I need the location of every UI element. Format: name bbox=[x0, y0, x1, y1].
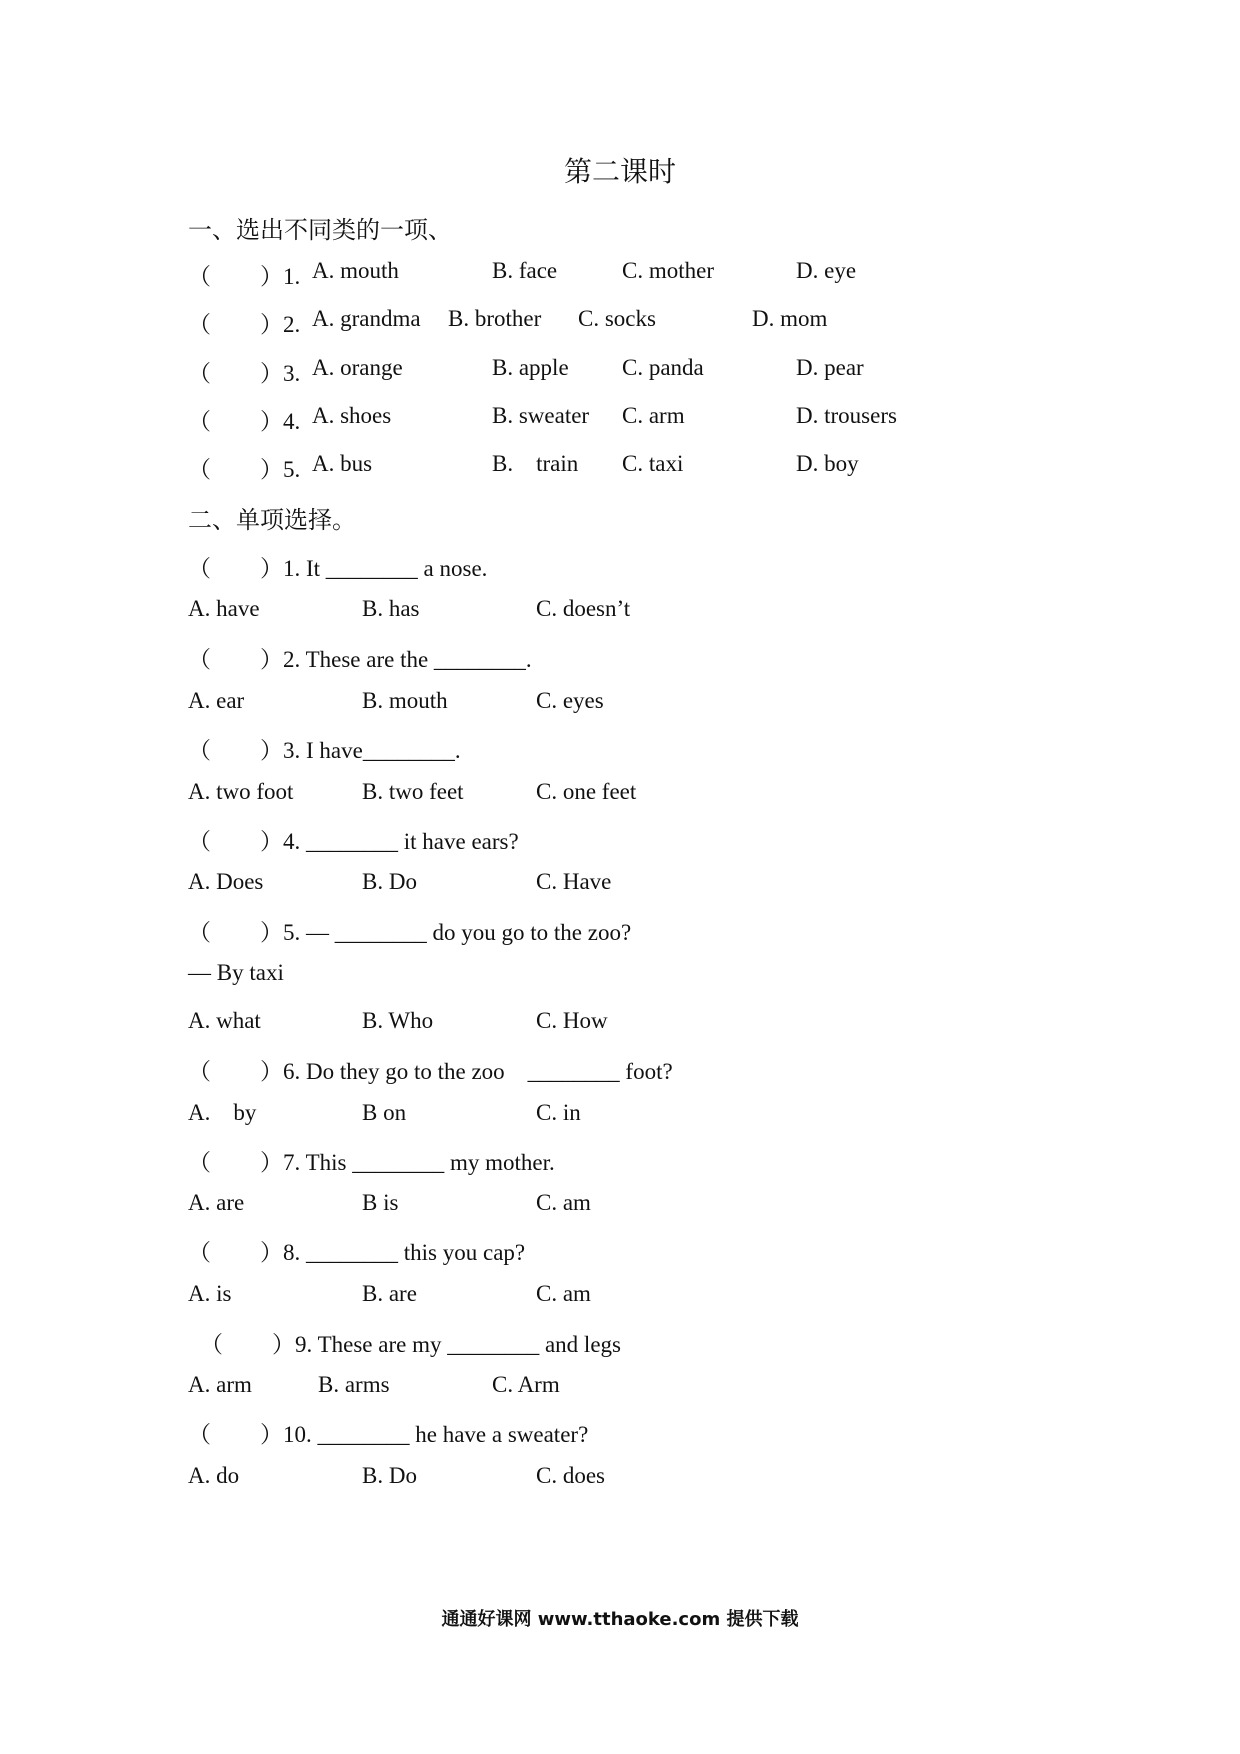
option-a: A. mouth bbox=[312, 258, 399, 283]
option-b: B on bbox=[362, 1100, 407, 1125]
answer-paren: （ bbox=[188, 647, 211, 672]
option-b: B. arms bbox=[318, 1372, 390, 1397]
answer-paren: （ bbox=[188, 264, 211, 289]
option-b: B. are bbox=[362, 1281, 417, 1306]
option-b: B. Do bbox=[362, 869, 417, 894]
option-b: B. sweater bbox=[492, 403, 590, 428]
question-text: ）9. These are my ________ and legs bbox=[272, 1332, 621, 1357]
option-d: D. boy bbox=[796, 451, 859, 476]
option-b: B. two feet bbox=[362, 779, 464, 804]
dialogue-reply: — By taxi bbox=[188, 960, 284, 985]
option-c: C. arm bbox=[622, 403, 685, 428]
question-text: ）3. I have________. bbox=[260, 738, 461, 763]
question-text: ）8. ________ this you cap? bbox=[260, 1240, 526, 1265]
option-b: B. brother bbox=[448, 306, 542, 331]
option-d: D. eye bbox=[796, 258, 857, 283]
option-d: D. trousers bbox=[796, 403, 897, 428]
answer-paren: （ bbox=[188, 409, 211, 434]
option-b: B. train bbox=[492, 451, 579, 476]
page-footer: 通通好课网 www.tthaoke.com 提供下载 bbox=[441, 1609, 799, 1630]
option-a: A. grandma bbox=[312, 306, 421, 331]
option-b: B. face bbox=[492, 258, 558, 283]
question-text: ）5. — ________ do you go to the zoo? bbox=[260, 920, 632, 945]
option-c: C. How bbox=[536, 1008, 608, 1033]
option-c: C. taxi bbox=[622, 451, 684, 476]
option-a: A. bus bbox=[312, 451, 373, 476]
option-b: B. Who bbox=[362, 1008, 434, 1033]
option-b: B. mouth bbox=[362, 688, 448, 713]
option-a: A. is bbox=[188, 1281, 232, 1306]
option-c: C. eyes bbox=[536, 688, 604, 713]
answer-paren: （ bbox=[188, 1059, 211, 1084]
option-b: B. has bbox=[362, 596, 420, 621]
question-text: ）4. ________ it have ears? bbox=[260, 829, 519, 854]
option-c: C. mother bbox=[622, 258, 714, 283]
option-a: A. Does bbox=[188, 869, 264, 894]
question-text: ）7. This ________ my mother. bbox=[260, 1150, 555, 1175]
question-text: ）10. ________ he have a sweater? bbox=[260, 1422, 589, 1447]
option-c: C. Arm bbox=[492, 1372, 560, 1397]
answer-paren: （ bbox=[188, 556, 211, 581]
option-a: A. orange bbox=[312, 355, 403, 380]
option-a: A. what bbox=[188, 1008, 261, 1033]
option-d: D. pear bbox=[796, 355, 864, 380]
option-d: D. mom bbox=[752, 306, 828, 331]
answer-paren: （ bbox=[188, 829, 211, 854]
option-c: C. panda bbox=[622, 355, 704, 380]
option-c: C. doesn’t bbox=[536, 596, 631, 621]
option-c: C. am bbox=[536, 1281, 591, 1306]
answer-paren: （ bbox=[188, 361, 211, 386]
answer-paren: （ bbox=[200, 1332, 223, 1357]
option-b: B is bbox=[362, 1190, 399, 1215]
option-a: A. two foot bbox=[188, 779, 294, 804]
item-number: ）5. bbox=[260, 457, 301, 482]
item-number: ）4. bbox=[260, 409, 301, 434]
option-a: A. arm bbox=[188, 1372, 252, 1397]
option-c: C. one feet bbox=[536, 779, 637, 804]
option-a: A. by bbox=[188, 1100, 257, 1125]
option-a: A. do bbox=[188, 1463, 240, 1488]
option-c: C. socks bbox=[578, 306, 656, 331]
question-text: ）2. These are the ________. bbox=[260, 647, 532, 672]
answer-paren: （ bbox=[188, 457, 211, 482]
section-1-heading: 一、选出不同类的一项、 bbox=[188, 216, 452, 244]
answer-paren: （ bbox=[188, 920, 211, 945]
option-c: C. in bbox=[536, 1100, 581, 1125]
answer-paren: （ bbox=[188, 1150, 211, 1175]
answer-paren: （ bbox=[188, 312, 211, 337]
option-a: A. ear bbox=[188, 688, 245, 713]
option-c: C. Have bbox=[536, 869, 612, 894]
option-b: B. apple bbox=[492, 355, 569, 380]
question-text: ）6. Do they go to the zoo ________ foot? bbox=[260, 1059, 673, 1084]
option-c: C. am bbox=[536, 1190, 591, 1215]
option-c: C. does bbox=[536, 1463, 605, 1488]
page-title: 第二课时 bbox=[563, 155, 676, 188]
option-b: B. Do bbox=[362, 1463, 417, 1488]
option-a: A. are bbox=[188, 1190, 245, 1215]
item-number: ）1. bbox=[260, 264, 301, 289]
answer-paren: （ bbox=[188, 1240, 211, 1265]
item-number: ）2. bbox=[260, 312, 301, 337]
item-number: ）3. bbox=[260, 361, 301, 386]
section-2-heading: 二、单项选择。 bbox=[188, 506, 356, 534]
question-text: ）1. It ________ a nose. bbox=[260, 556, 488, 581]
option-a: A. shoes bbox=[312, 403, 392, 428]
option-a: A. have bbox=[188, 596, 260, 621]
answer-paren: （ bbox=[188, 738, 211, 763]
answer-paren: （ bbox=[188, 1422, 211, 1447]
